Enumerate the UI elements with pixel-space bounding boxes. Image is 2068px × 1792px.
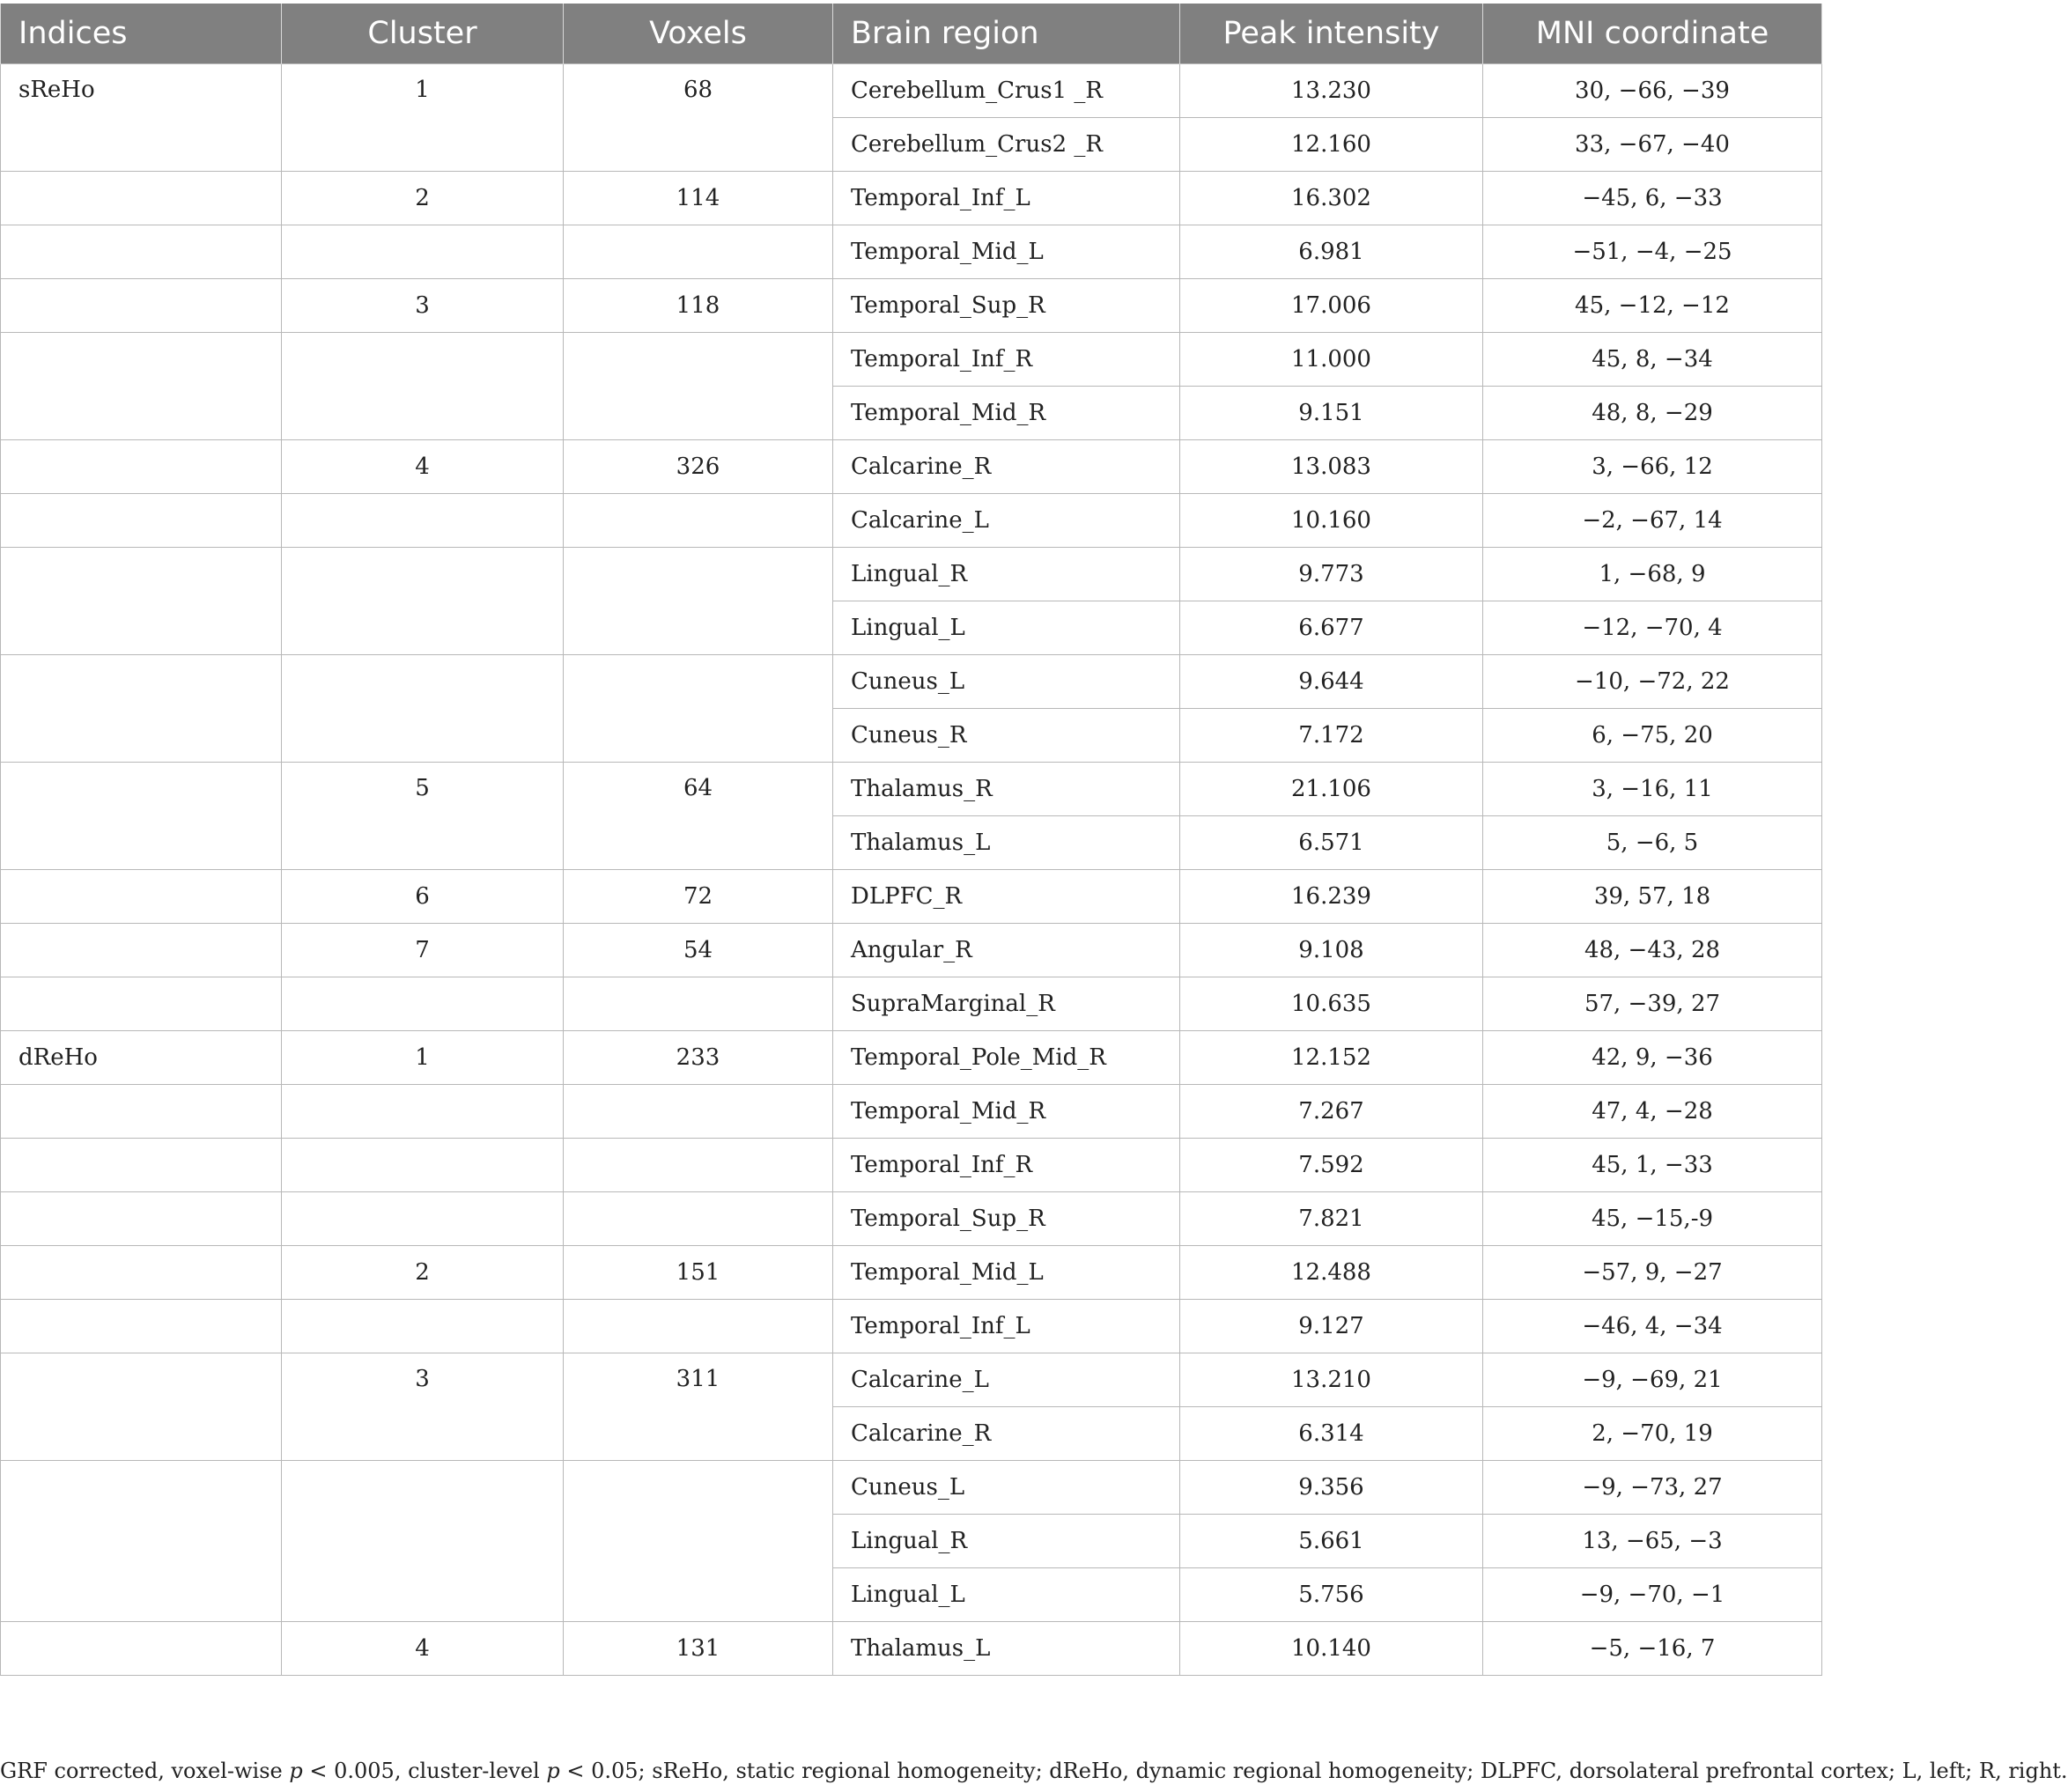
cell-mni-coordinate: −12, −70, 4 xyxy=(1483,601,1822,655)
cell-cluster: 7 xyxy=(282,924,564,977)
cell-brain-region: Cerebellum_Crus2 _R xyxy=(833,118,1180,172)
cell-voxels xyxy=(564,655,833,763)
cell-mni-coordinate: −10, −72, 22 xyxy=(1483,655,1822,709)
cell-brain-region: Thalamus_R xyxy=(833,763,1180,816)
cell-brain-region: DLPFC_R xyxy=(833,870,1180,924)
header-indices: Indices xyxy=(1,4,282,64)
cell-peak-intensity: 7.592 xyxy=(1180,1139,1483,1192)
header-row xyxy=(1,4,1822,64)
table-row xyxy=(1,1461,1822,1515)
header-peak-intensity: Peak intensity xyxy=(1180,4,1483,64)
cell-indices xyxy=(1,1246,282,1300)
cell-mni-coordinate: −57, 9, −27 xyxy=(1483,1246,1822,1300)
cell-brain-region: Angular_R xyxy=(833,924,1180,977)
cell-voxels xyxy=(564,1300,833,1353)
cell-peak-intensity: 9.108 xyxy=(1180,924,1483,977)
cell-brain-region: Calcarine_R xyxy=(833,440,1180,494)
cell-peak-intensity: 12.152 xyxy=(1180,1031,1483,1085)
cell-brain-region: SupraMarginal_R xyxy=(833,977,1180,1031)
cell-peak-intensity: 5.756 xyxy=(1180,1568,1483,1622)
cell-indices xyxy=(1,1622,282,1676)
cell-mni-coordinate: −9, −73, 27 xyxy=(1483,1461,1822,1515)
cell-indices xyxy=(1,924,282,977)
cell-cluster: 1 xyxy=(282,1031,564,1085)
table-row xyxy=(1,1139,1822,1192)
cell-mni-coordinate: 3, −16, 11 xyxy=(1483,763,1822,816)
cell-brain-region: Calcarine_L xyxy=(833,494,1180,548)
cell-brain-region: Temporal_Sup_R xyxy=(833,1192,1180,1246)
table-row xyxy=(1,977,1822,1031)
table-row xyxy=(1,655,1822,709)
table-row xyxy=(1,333,1822,387)
cell-mni-coordinate: 5, −6, 5 xyxy=(1483,816,1822,870)
cell-peak-intensity: 5.661 xyxy=(1180,1515,1483,1568)
cell-voxels: 131 xyxy=(564,1622,833,1676)
cell-brain-region: Temporal_Mid_R xyxy=(833,387,1180,440)
cell-peak-intensity: 6.571 xyxy=(1180,816,1483,870)
cell-peak-intensity: 13.083 xyxy=(1180,440,1483,494)
cell-mni-coordinate: −46, 4, −34 xyxy=(1483,1300,1822,1353)
cell-brain-region: Cuneus_L xyxy=(833,655,1180,709)
cell-voxels xyxy=(564,1461,833,1622)
cell-voxels xyxy=(564,333,833,440)
cell-peak-intensity: 7.821 xyxy=(1180,1192,1483,1246)
cell-brain-region: Temporal_Mid_R xyxy=(833,1085,1180,1139)
cell-voxels xyxy=(564,1139,833,1192)
cell-peak-intensity: 6.314 xyxy=(1180,1407,1483,1461)
cell-brain-region: Thalamus_L xyxy=(833,816,1180,870)
table-row xyxy=(1,279,1822,333)
cell-brain-region: Cuneus_L xyxy=(833,1461,1180,1515)
cell-indices xyxy=(1,494,282,548)
table-row xyxy=(1,870,1822,924)
cell-peak-intensity: 9.644 xyxy=(1180,655,1483,709)
cell-voxels: 311 xyxy=(564,1353,833,1461)
cell-peak-intensity: 13.210 xyxy=(1180,1353,1483,1407)
cell-voxels xyxy=(564,548,833,655)
header-brain-region: Brain region xyxy=(833,4,1180,64)
table-row xyxy=(1,1031,1822,1085)
cell-brain-region: Temporal_Pole_Mid_R xyxy=(833,1031,1180,1085)
cell-brain-region: Thalamus_L xyxy=(833,1622,1180,1676)
table-row xyxy=(1,1622,1822,1676)
cell-peak-intensity: 9.356 xyxy=(1180,1461,1483,1515)
cell-cluster: 4 xyxy=(282,1622,564,1676)
table-footnote xyxy=(0,1759,2068,1783)
cell-voxels: 64 xyxy=(564,763,833,870)
cell-cluster xyxy=(282,1139,564,1192)
cell-voxels xyxy=(564,977,833,1031)
cell-mni-coordinate: −9, −69, 21 xyxy=(1483,1353,1822,1407)
cell-indices xyxy=(1,870,282,924)
table-row xyxy=(1,64,1822,118)
cell-mni-coordinate: −45, 6, −33 xyxy=(1483,172,1822,225)
cell-cluster xyxy=(282,1461,564,1622)
footnote-p-symbol-2: p xyxy=(546,1759,560,1783)
cell-mni-coordinate: 39, 57, 18 xyxy=(1483,870,1822,924)
cell-mni-coordinate: −9, −70, −1 xyxy=(1483,1568,1822,1622)
table-row xyxy=(1,494,1822,548)
cell-indices xyxy=(1,977,282,1031)
cell-cluster xyxy=(282,1192,564,1246)
cell-brain-region: Lingual_L xyxy=(833,1568,1180,1622)
cell-peak-intensity: 16.239 xyxy=(1180,870,1483,924)
cell-brain-region: Temporal_Sup_R xyxy=(833,279,1180,333)
table-row xyxy=(1,440,1822,494)
cell-voxels: 151 xyxy=(564,1246,833,1300)
cell-peak-intensity: 12.160 xyxy=(1180,118,1483,172)
cell-voxels: 72 xyxy=(564,870,833,924)
table-row xyxy=(1,1353,1822,1407)
cell-brain-region: Lingual_L xyxy=(833,601,1180,655)
cell-indices xyxy=(1,548,282,655)
cell-peak-intensity: 13.230 xyxy=(1180,64,1483,118)
cell-mni-coordinate: −2, −67, 14 xyxy=(1483,494,1822,548)
cell-cluster: 4 xyxy=(282,440,564,494)
cell-mni-coordinate: 42, 9, −36 xyxy=(1483,1031,1822,1085)
table-row xyxy=(1,1085,1822,1139)
cell-voxels xyxy=(564,494,833,548)
cell-mni-coordinate: −51, −4, −25 xyxy=(1483,225,1822,279)
cell-peak-intensity: 7.267 xyxy=(1180,1085,1483,1139)
cell-voxels: 118 xyxy=(564,279,833,333)
cell-cluster xyxy=(282,333,564,440)
cell-indices xyxy=(1,763,282,870)
cell-cluster: 3 xyxy=(282,1353,564,1461)
cell-peak-intensity: 7.172 xyxy=(1180,709,1483,763)
table-row xyxy=(1,548,1822,601)
cell-cluster: 6 xyxy=(282,870,564,924)
cell-brain-region: Temporal_Mid_L xyxy=(833,225,1180,279)
cell-peak-intensity: 9.773 xyxy=(1180,548,1483,601)
cell-mni-coordinate: 30, −66, −39 xyxy=(1483,64,1822,118)
table-body xyxy=(1,64,1822,1676)
cell-brain-region: Temporal_Inf_R xyxy=(833,1139,1180,1192)
cell-brain-region: Lingual_R xyxy=(833,1515,1180,1568)
cell-voxels: 326 xyxy=(564,440,833,494)
cell-indices: sReHo xyxy=(1,64,282,172)
cell-indices: dReHo xyxy=(1,1031,282,1085)
cell-voxels xyxy=(564,1192,833,1246)
cell-indices xyxy=(1,333,282,440)
cell-brain-region: Calcarine_L xyxy=(833,1353,1180,1407)
cell-peak-intensity: 10.635 xyxy=(1180,977,1483,1031)
cell-mni-coordinate: 57, −39, 27 xyxy=(1483,977,1822,1031)
cell-peak-intensity: 16.302 xyxy=(1180,172,1483,225)
cell-brain-region: Temporal_Inf_L xyxy=(833,1300,1180,1353)
cell-mni-coordinate: 45, −15,-9 xyxy=(1483,1192,1822,1246)
cell-mni-coordinate: 45, 8, −34 xyxy=(1483,333,1822,387)
table-row xyxy=(1,1300,1822,1353)
cell-mni-coordinate: 45, −12, −12 xyxy=(1483,279,1822,333)
footnote-part2: < 0.005, cluster-level xyxy=(302,1759,547,1783)
cell-peak-intensity: 9.127 xyxy=(1180,1300,1483,1353)
cell-peak-intensity: 10.140 xyxy=(1180,1622,1483,1676)
cell-brain-region: Temporal_Inf_L xyxy=(833,172,1180,225)
cell-voxels: 54 xyxy=(564,924,833,977)
table-row xyxy=(1,924,1822,977)
cell-cluster xyxy=(282,548,564,655)
cell-peak-intensity: 21.106 xyxy=(1180,763,1483,816)
cell-brain-region: Cuneus_R xyxy=(833,709,1180,763)
cell-peak-intensity: 12.488 xyxy=(1180,1246,1483,1300)
cell-mni-coordinate: 2, −70, 19 xyxy=(1483,1407,1822,1461)
cell-cluster xyxy=(282,494,564,548)
cell-voxels xyxy=(564,225,833,279)
cell-cluster: 3 xyxy=(282,279,564,333)
cell-mni-coordinate: 3, −66, 12 xyxy=(1483,440,1822,494)
cell-brain-region: Lingual_R xyxy=(833,548,1180,601)
cell-cluster xyxy=(282,1300,564,1353)
cell-mni-coordinate: −5, −16, 7 xyxy=(1483,1622,1822,1676)
cell-cluster xyxy=(282,225,564,279)
footnote-part1: GRF corrected, voxel-wise xyxy=(0,1759,290,1783)
cell-peak-intensity: 6.981 xyxy=(1180,225,1483,279)
table-row xyxy=(1,172,1822,225)
table-row xyxy=(1,1192,1822,1246)
footnote-p-symbol: p xyxy=(289,1759,303,1783)
cell-indices xyxy=(1,1461,282,1622)
cell-mni-coordinate: 33, −67, −40 xyxy=(1483,118,1822,172)
footnote-part3: < 0.05; sReHo, static regional homogeneity; dReHo, dynamic regional homogeneity; DLPFC, dorsolateral prefrontal cortex; L, left; R, right. xyxy=(559,1759,2068,1783)
cell-voxels: 114 xyxy=(564,172,833,225)
cell-mni-coordinate: 1, −68, 9 xyxy=(1483,548,1822,601)
cell-mni-coordinate: 48, 8, −29 xyxy=(1483,387,1822,440)
results-table xyxy=(0,4,1822,1676)
cell-peak-intensity: 9.151 xyxy=(1180,387,1483,440)
table-row xyxy=(1,225,1822,279)
cell-brain-region: Temporal_Inf_R xyxy=(833,333,1180,387)
cell-voxels: 233 xyxy=(564,1031,833,1085)
cell-indices xyxy=(1,225,282,279)
cell-indices xyxy=(1,1192,282,1246)
table-row xyxy=(1,763,1822,816)
cell-mni-coordinate: 6, −75, 20 xyxy=(1483,709,1822,763)
cell-cluster: 1 xyxy=(282,64,564,172)
cell-mni-coordinate: 45, 1, −33 xyxy=(1483,1139,1822,1192)
cell-indices xyxy=(1,1300,282,1353)
header-cluster: Cluster xyxy=(282,4,564,64)
cell-indices xyxy=(1,1139,282,1192)
cell-voxels: 68 xyxy=(564,64,833,172)
cell-mni-coordinate: 48, −43, 28 xyxy=(1483,924,1822,977)
cell-indices xyxy=(1,655,282,763)
cell-peak-intensity: 6.677 xyxy=(1180,601,1483,655)
table-row xyxy=(1,1246,1822,1300)
cell-cluster xyxy=(282,977,564,1031)
cell-brain-region: Calcarine_R xyxy=(833,1407,1180,1461)
cell-brain-region: Temporal_Mid_L xyxy=(833,1246,1180,1300)
cell-voxels xyxy=(564,1085,833,1139)
cell-mni-coordinate: 13, −65, −3 xyxy=(1483,1515,1822,1568)
cell-brain-region: Cerebellum_Crus1 _R xyxy=(833,64,1180,118)
cell-cluster xyxy=(282,1085,564,1139)
cell-indices xyxy=(1,1085,282,1139)
cell-peak-intensity: 17.006 xyxy=(1180,279,1483,333)
cell-cluster: 2 xyxy=(282,172,564,225)
cell-indices xyxy=(1,279,282,333)
cell-peak-intensity: 10.160 xyxy=(1180,494,1483,548)
cell-peak-intensity: 11.000 xyxy=(1180,333,1483,387)
cell-cluster: 5 xyxy=(282,763,564,870)
header-voxels: Voxels xyxy=(564,4,833,64)
header-mni-coordinate: MNI coordinate xyxy=(1483,4,1822,64)
cell-cluster xyxy=(282,655,564,763)
cell-cluster: 2 xyxy=(282,1246,564,1300)
cell-indices xyxy=(1,440,282,494)
cell-indices xyxy=(1,1353,282,1461)
cell-indices xyxy=(1,172,282,225)
cell-mni-coordinate: 47, 4, −28 xyxy=(1483,1085,1822,1139)
